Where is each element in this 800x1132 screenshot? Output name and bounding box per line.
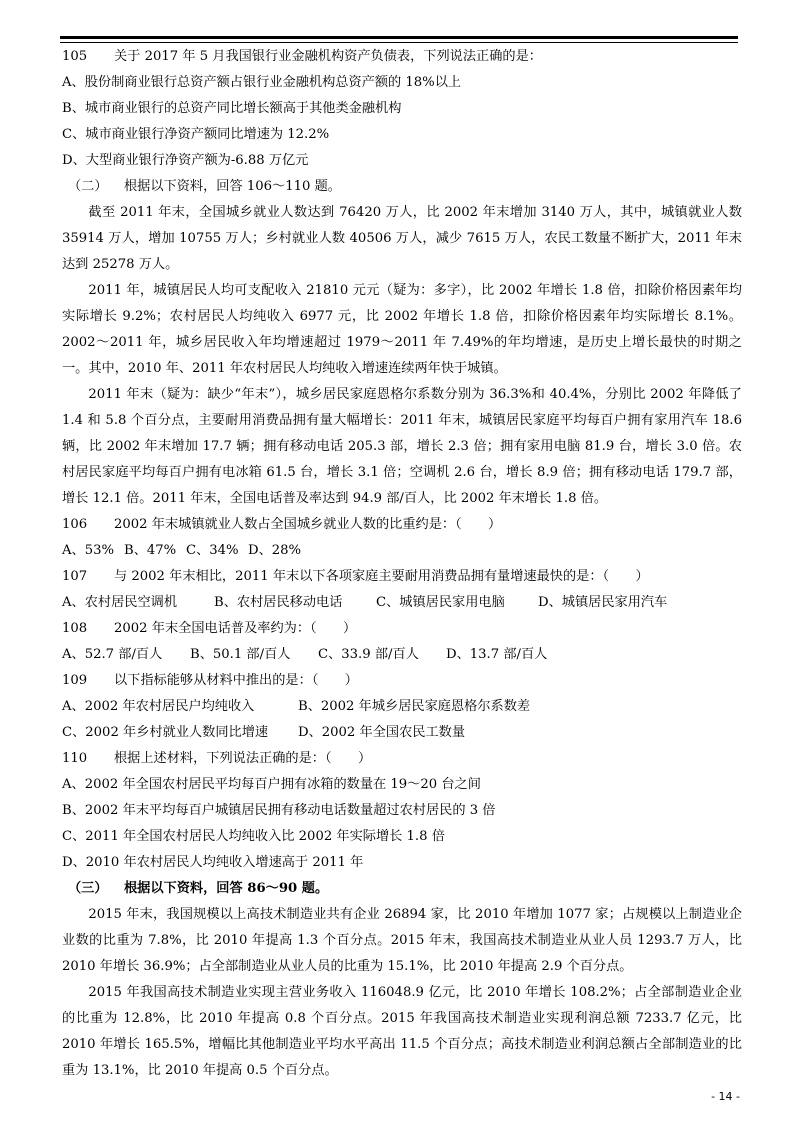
option-d: D、13.7 部/百人 [446,647,548,662]
option-a: A、53% [62,543,115,558]
question-110-option-c: C、2011 年全国农村居民人均纯收入比 2002 年实际增长 1.8 倍 [62,829,445,844]
question-105-option-d: D、大型商业银行净资产额为-6.88 万亿元 [62,153,309,168]
question-110-option-a: A、2002 年全国农村居民平均每百户拥有冰箱的数量在 19～20 台之间 [62,777,481,792]
page-number: - 14 - [711,1090,740,1103]
option-c: C、城镇居民家用电脑 [376,595,505,610]
option-b: B、47% [124,543,177,558]
option-b: B、2002 年城乡居民家庭恩格尔系数差 [298,699,531,714]
section-2-heading: （二） 根据以下资料，回答 106～110 题。 [68,179,341,194]
question-109-options-cd [62,720,742,746]
header-rule-thin [60,42,738,43]
header-rule-thick [60,36,738,39]
question-number: 109 [62,673,88,688]
question-108-options [62,642,742,668]
question-106-stem: 106 2002 年末城镇就业人数占全国城乡就业人数的比重约是：（ ） [62,512,742,538]
section-2-paragraph-1: 截至 2011 年末，全国城乡就业人数达到 76420 万人，比 2002 年末增加 3140 万人，其中，城镇就业人数 35914 万人，增加 10755 万人；乡村就业人数 40506 万人，减少 7615 万人，农民工数量不断扩大，2011 年末达到 25278 万人。 [62,205,742,272]
option-c: C、33.9 部/百人 [318,647,419,662]
question-108-stem: 108 2002 年末全国电话普及率约为：（ ） [62,616,742,642]
question-number: 107 [62,569,88,584]
section-3-paragraph-2: 2015 年我国高技术制造业实现主营业务收入 116048.9 亿元，比 2010 年增长 108.2%；占全部制造业企业的比重为 12.8%，比 2010 年提高 0.8 个百分点。2015 年我国高技术制造业实现利润总额 7233.7 亿元，比 2010 年增长 165.5%，增幅比其他制造业平均水平高出 11.5 个百分点；高技术制造业利润总额占全部制造业的比重为 13.1%，比 2010 年提高 0.5 个百分点。 [62,985,742,1078]
question-number: 108 [62,621,88,636]
option-d: D、28% [248,543,302,558]
question-105-option-c: C、城市商业银行净资产额同比增速为 12.2% [62,127,330,142]
question-109-options-ab [62,694,742,720]
question-107-options [62,590,742,616]
question-109-stem: 109 以下指标能够从材料中推出的是：（ ） [62,668,742,694]
question-105-option-a: A、股份制商业银行总资产额占银行业金融机构总资产额的 18%以上 [62,75,462,90]
option-d: D、2002 年全国农民工数量 [298,725,466,740]
question-110-stem: 110 根据上述材料，下列说法正确的是：（ ） [62,746,742,772]
question-107-stem: 107 与 2002 年末相比，2011 年末以下各项家庭主要耐用消费品拥有量增速最快的是：（ ） [62,564,742,590]
question-105-option-b: B、城市商业银行的总资产同比增长额高于其他类金融机构 [62,101,402,116]
document-body [62,44,742,1084]
question-105-stem: 105 关于 2017 年 5 月我国银行业金融机构资产负债表，下列说法正确的是： [62,44,742,70]
option-a: A、52.7 部/百人 [62,647,163,662]
section-3-paragraph-1: 2015 年末，我国规模以上高技术制造业共有企业 26894 家，比 2010 年增加 1077 家；占规模以上制造业企业数的比重为 7.8%，比 2010 年提高 1.3 个百分点。2015 年末，我国高技术制造业从业人员 1293.7 万人，比 2010 年增长 36.9%；占全部制造业从业人员的比重为 15.1%，比 2010 年提高 2.9 个百分点。 [62,907,742,974]
option-b: B、农村居民移动电话 [214,595,343,610]
option-a: A、2002 年农村居民户均纯收入 [62,699,255,714]
question-number: 105 [62,49,88,64]
question-number: 106 [62,517,88,532]
section-3-heading: （三） 根据以下资料，回答 86～90 题。 [68,881,329,896]
option-d: D、城镇居民家用汽车 [538,595,668,610]
option-b: B、50.1 部/百人 [190,647,291,662]
question-110-option-b: B、2002 年末平均每百户城镇居民拥有移动电话数量超过农村居民的 3 倍 [62,803,496,818]
section-2-paragraph-2: 2011 年，城镇居民人均可支配收入 21810 元元（疑为：多字），比 2002 年增长 1.8 倍，扣除价格因素年均实际增长 9.2%；农村居民人均纯收入 6977 元，比 2002 年增长 1.8 倍，扣除价格因素年均实际增长 8.1%。2002～2011 年，城乡居民收入年均增速超过 1979～2011 年 7.49%的年均增速，是历史上增长最快的时期之一。其中，2010 年、2011 年农村居民人均纯收入增速连续两年快于城镇。 [62,283,742,376]
option-a: A、农村居民空调机 [62,595,178,610]
question-106-options [62,538,742,564]
option-c: C、2002 年乡村就业人数同比增速 [62,725,269,740]
question-110-option-d: D、2010 年农村居民人均纯收入增速高于 2011 年 [62,855,364,870]
section-2-paragraph-3: 2011 年末（疑为：缺少“年末”），城乡居民家庭恩格尔系数分别为 36.3%和 40.4%，分别比 2002 年降低了 1.4 和 5.8 个百分点，主要耐用消费品拥有量大幅增长：2011 年末，城镇居民家庭平均每百户拥有家用汽车 18.6 辆，比 2002 年末增加 17.7 辆；拥有移动电话 205.3 部，增长 2.3 倍；拥有家用电脑 81.9 台，增长 3.0 倍。农村居民家庭平均每百户拥有电冰箱 61.5 台，增长 3.1 倍；空调机 2.6 台，增长 8.9 倍；拥有移动电话 179.7 部，增长 12.1 倍。2011 年末，全国电话普及率达到 94.9 部/百人，比 2002 年末增长 1.8 倍。 [62,387,742,506]
option-c: C、34% [186,543,239,558]
question-number: 110 [62,751,88,766]
